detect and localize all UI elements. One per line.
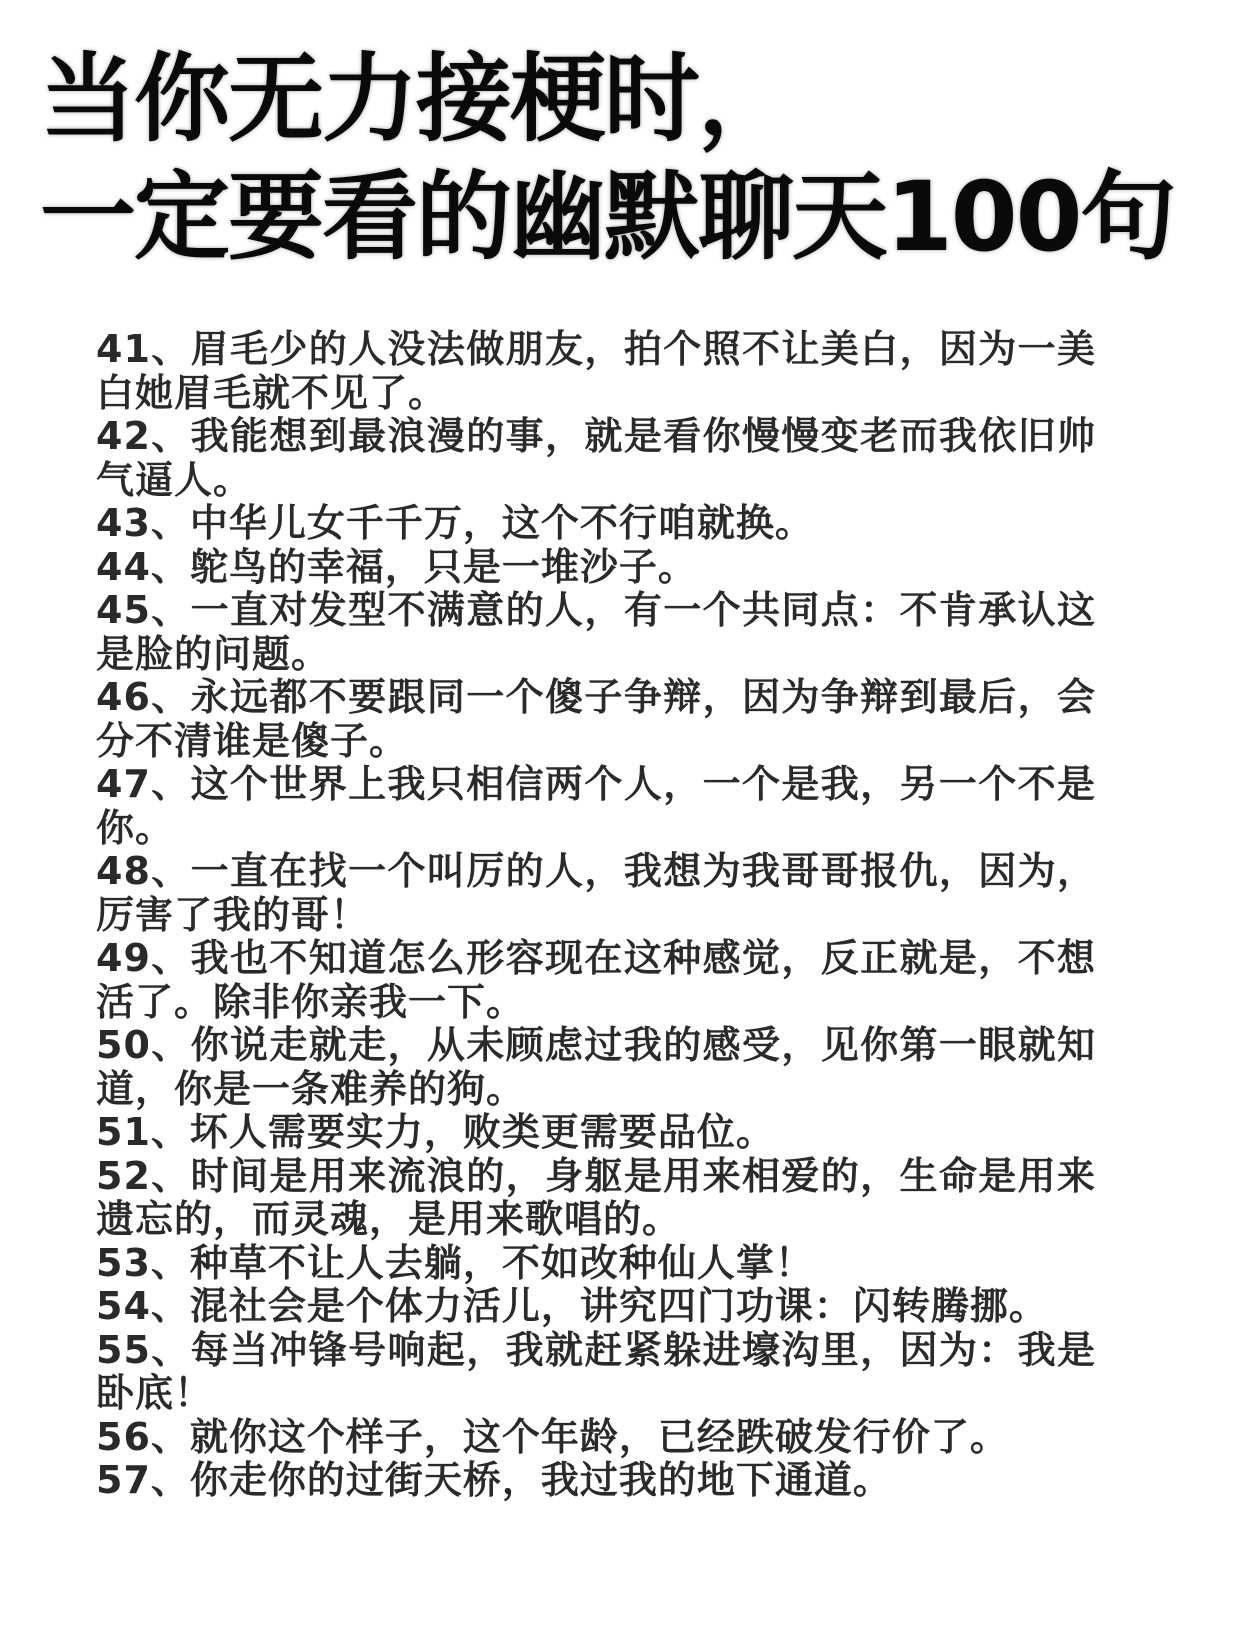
list-item: 57、你走你的过街天桥，我过我的地下通道。	[96, 1458, 892, 1502]
list-item: 52、时间是用来流浪的，身躯是用来相爱的，生命是用来遗忘的，而灵魂，是用来歌唱的。	[96, 1153, 1096, 1241]
list-item: 41、眉毛少的人没法做朋友，拍个照不让美白，因为一美白她眉毛就不见了。	[96, 327, 1096, 415]
list-item: 47、这个世界上我只相信两个人，一个是我，另一个不是你。	[96, 762, 1096, 850]
list-item: 42、我能想到最浪漫的事，就是看你慢慢变老而我依旧帅气逼人。	[96, 414, 1096, 502]
title-line-1: 当你无力接梗时，	[40, 43, 792, 155]
list-item: 43、中华儿女千千万，这个不行咱就换。	[96, 501, 814, 545]
list-item: 54、混社会是个体力活儿，讲究四门功课：闪转腾挪。	[96, 1284, 1048, 1328]
list-item: 50、你说走就走，从未顾虑过我的感受，见你第一眼就知道，你是一条难养的狗。	[96, 1023, 1096, 1111]
list-item: 49、我也不知道怎么形容现在这种感觉，反正就是，不想活了。除非你亲我一下。	[96, 936, 1096, 1024]
list-item: 45、一直对发型不满意的人，有一个共同点：不肯承认这是脸的问题。	[96, 588, 1096, 676]
list-item: 56、就你这个样子，这个年龄，已经跌破发行价了。	[96, 1414, 1009, 1459]
title-line-2: 一定要看的幽默聊天100句	[40, 161, 1175, 273]
list-item: 48、一直在找一个叫厉的人，我想为我哥哥报仇，因为，厉害了我的哥！	[96, 849, 1096, 937]
list-item: 44、鸵鸟的幸福，只是一堆沙子。	[96, 544, 697, 589]
page-title	[40, 40, 1220, 276]
list-item: 51、坏人需要实力，败类更需要品位。	[96, 1110, 775, 1154]
list-item: 53、种草不让人去躺，不如改种仙人掌！	[96, 1240, 814, 1285]
list-item: 46、永远都不要跟同一个傻子争辩，因为争辩到最后，会分不清谁是傻子。	[96, 675, 1096, 763]
joke-list	[96, 328, 1096, 1503]
list-item: 55、每当冲锋号响起，我就赶紧躲进壕沟里，因为：我是卧底！	[96, 1327, 1096, 1415]
